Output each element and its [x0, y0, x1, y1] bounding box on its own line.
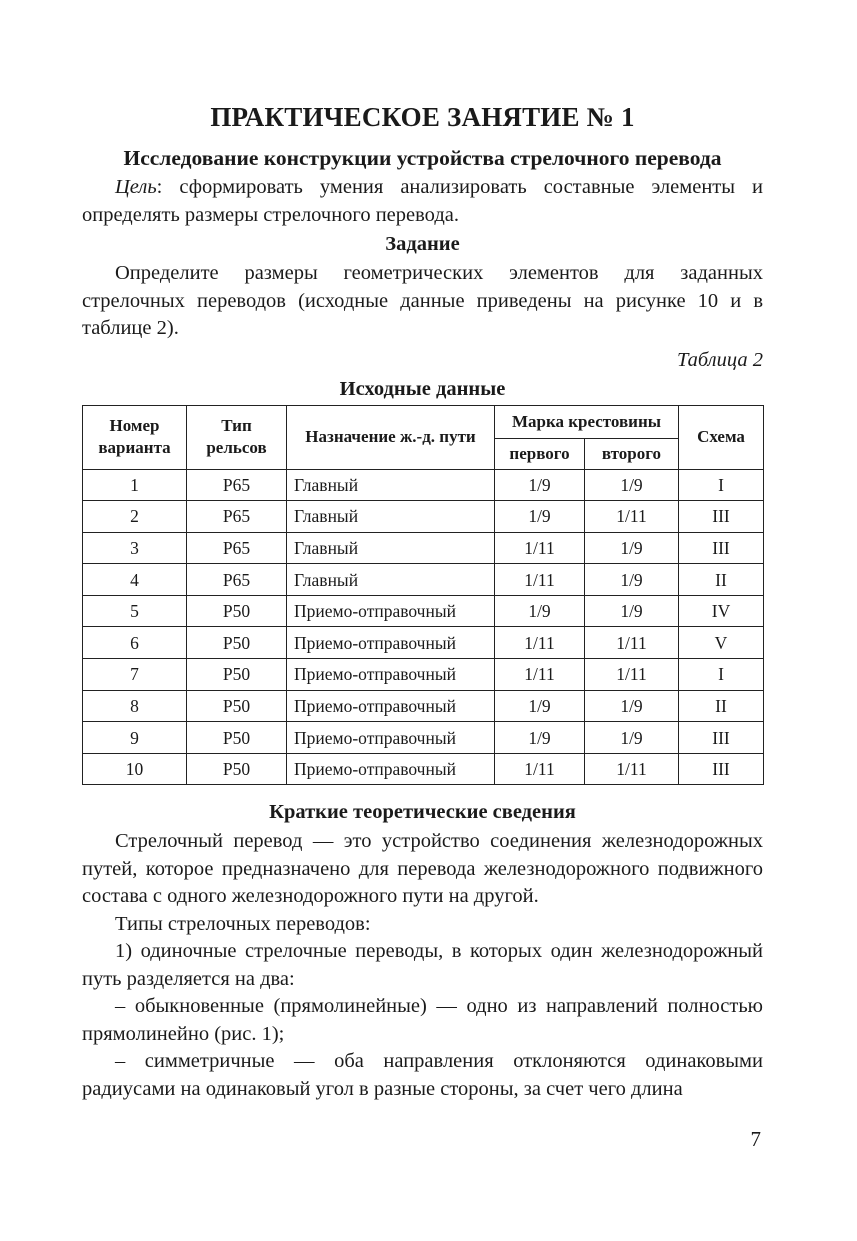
table-row: [83, 659, 764, 691]
header-purpose: Назначение ж.-д. пути: [287, 405, 495, 469]
cell-purpose: Приемо-отправочный: [287, 595, 495, 627]
table-row: [83, 564, 764, 596]
cell-variant: 4: [83, 564, 187, 596]
cell-first: 1/11: [495, 753, 585, 785]
table-row: [83, 690, 764, 722]
cell-first: 1/11: [495, 532, 585, 564]
cell-first: 1/9: [495, 690, 585, 722]
cell-rail: Р65: [187, 501, 287, 533]
cell-purpose: Главный: [287, 501, 495, 533]
header-scheme: Схема: [679, 405, 764, 469]
cell-variant: 3: [83, 532, 187, 564]
cell-scheme: II: [679, 564, 764, 596]
cell-first: 1/9: [495, 595, 585, 627]
cell-rail: Р65: [187, 532, 287, 564]
cell-scheme: IV: [679, 595, 764, 627]
cell-scheme: III: [679, 753, 764, 785]
cell-scheme: II: [679, 690, 764, 722]
cell-second: 1/9: [585, 532, 679, 564]
table-row: [83, 469, 764, 501]
table-row: [83, 722, 764, 754]
cell-scheme: III: [679, 532, 764, 564]
table-row: [83, 595, 764, 627]
cell-first: 1/11: [495, 564, 585, 596]
page-number: 7: [750, 1127, 761, 1151]
cell-scheme: I: [679, 659, 764, 691]
theory-heading: Краткие теоретические сведения: [269, 801, 576, 824]
cell-second: 1/9: [585, 690, 679, 722]
cell-first: 1/9: [495, 722, 585, 754]
page-content: [82, 96, 763, 1103]
cell-rail: Р65: [187, 469, 287, 501]
data-table: [82, 405, 764, 786]
theory-paragraph-symmetric: – симметричные — оба направления отклоняются одинаковыми радиусами на одинаковый угол в разные стороны, за счет чего длина: [82, 1050, 763, 1100]
goal-paragraph: [82, 174, 763, 229]
cell-rail: Р50: [187, 753, 287, 785]
table-title: Исходные данные: [339, 377, 506, 400]
cell-variant: 7: [83, 659, 187, 691]
cell-first: 1/11: [495, 627, 585, 659]
table-row: [83, 753, 764, 785]
theory-paragraph-single: 1) одиночные стрелочные переводы, в которых один железнодорожный путь разделяется на два:: [82, 940, 763, 990]
cell-first: 1/9: [495, 501, 585, 533]
cell-rail: Р50: [187, 659, 287, 691]
cell-purpose: Приемо-отправочный: [287, 690, 495, 722]
cell-first: 1/11: [495, 659, 585, 691]
cell-variant: 5: [83, 595, 187, 627]
header-frog-mark: Марка крестовины: [495, 405, 679, 438]
theory-paragraph-ordinary: – обыкновенные (прямолинейные) — одно из направлений полностью прямолинейно (рис. 1);: [82, 995, 763, 1045]
cell-second: 1/11: [585, 659, 679, 691]
cell-purpose: Главный: [287, 564, 495, 596]
cell-second: 1/9: [585, 469, 679, 501]
cell-rail: Р50: [187, 722, 287, 754]
goal-text: : сформировать умения анализировать составные элементы и определять размеры стрелочного перевода.: [82, 176, 763, 226]
goal-label: Цель: [115, 176, 157, 198]
header-variant: Номер варианта: [83, 405, 187, 469]
table-row: [83, 627, 764, 659]
theory-paragraph-types: Типы стрелочных переводов:: [115, 912, 371, 935]
task-paragraph: Определите размеры геометрических элементов для заданных стрелочных переводов (исходные данные приведены на рисунке 10 и в таблице 2).: [82, 262, 763, 339]
cell-second: 1/9: [585, 722, 679, 754]
header-rail-type: Тип рельсов: [187, 405, 287, 469]
cell-variant: 10: [83, 753, 187, 785]
header-first: первого: [495, 438, 585, 469]
page-title: ПРАКТИЧЕСКОЕ ЗАНЯТИЕ № 1: [210, 102, 635, 132]
cell-scheme: V: [679, 627, 764, 659]
table-row: [83, 532, 764, 564]
cell-scheme: I: [679, 469, 764, 501]
cell-variant: 8: [83, 690, 187, 722]
cell-purpose: Главный: [287, 532, 495, 564]
cell-rail: Р50: [187, 690, 287, 722]
cell-variant: 6: [83, 627, 187, 659]
cell-purpose: Главный: [287, 469, 495, 501]
cell-variant: 9: [83, 722, 187, 754]
cell-second: 1/9: [585, 564, 679, 596]
cell-scheme: III: [679, 501, 764, 533]
cell-scheme: III: [679, 722, 764, 754]
cell-rail: Р50: [187, 627, 287, 659]
task-heading: Задание: [385, 233, 460, 255]
cell-purpose: Приемо-отправочный: [287, 753, 495, 785]
cell-first: 1/9: [495, 469, 585, 501]
cell-rail: Р50: [187, 595, 287, 627]
cell-variant: 2: [83, 501, 187, 533]
cell-second: 1/11: [585, 501, 679, 533]
cell-second: 1/9: [585, 595, 679, 627]
header-second: второго: [585, 438, 679, 469]
cell-purpose: Приемо-отправочный: [287, 627, 495, 659]
cell-purpose: Приемо-отправочный: [287, 659, 495, 691]
cell-second: 1/11: [585, 627, 679, 659]
page-subtitle: Исследование конструкции устройства стрелочного перевода: [123, 146, 722, 170]
cell-second: 1/11: [585, 753, 679, 785]
cell-variant: 1: [83, 469, 187, 501]
cell-rail: Р65: [187, 564, 287, 596]
table-caption: Таблица 2: [676, 348, 763, 371]
cell-purpose: Приемо-отправочный: [287, 722, 495, 754]
table-row: [83, 501, 764, 533]
theory-paragraph-definition: Стрелочный перевод — это устройство соединения железнодорожных путей, которое предназначено для перевода железнодорожного подвижного состава с одного железнодорожного пути на другой.: [82, 830, 763, 908]
